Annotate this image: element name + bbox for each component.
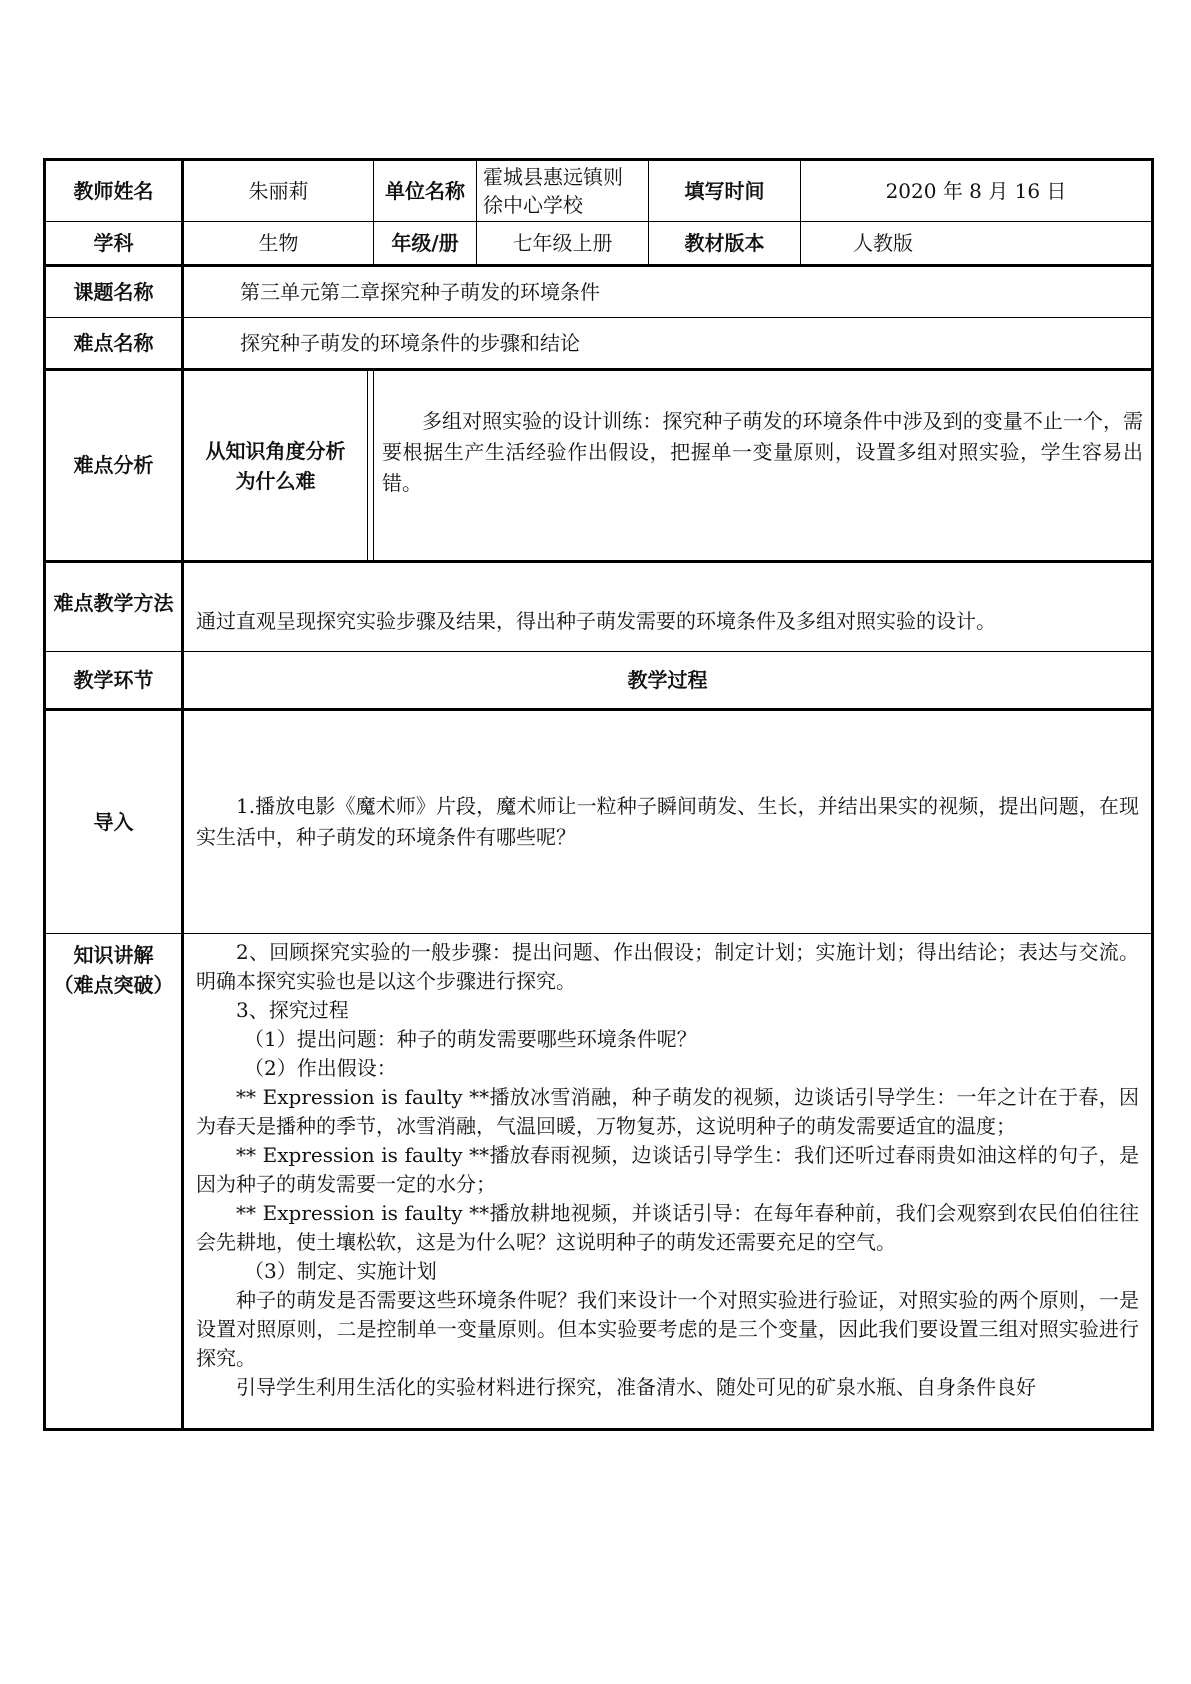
- intro-text-cell: [183, 710, 1153, 934]
- analysis-label: 难点分析: [45, 370, 183, 562]
- subject-value: 生物: [183, 222, 374, 266]
- explain-paragraph: 引导学生利用生活化的实验材料进行探究，准备清水、随处可见的矿泉水瓶、自身条件良好: [236, 1375, 1036, 1399]
- explain-paragraph: 3、探究过程: [236, 998, 349, 1022]
- analysis-text-cell: [374, 370, 1153, 562]
- edition-label: 教材版本: [649, 222, 801, 266]
- stage-label: 教学环节: [45, 652, 183, 710]
- intro-label: 导入: [45, 710, 183, 934]
- explain-label-line1: 知识讲解: [73, 943, 154, 967]
- teacher-label: 教师姓名: [45, 160, 183, 222]
- explain-paragraph: （3）制定、实施计划: [244, 1259, 437, 1283]
- explain-paragraph: （1）提出问题：种子的萌发需要哪些环境条件呢？: [244, 1027, 697, 1051]
- intro-text: 1.播放电影《魔术师》片段，魔术师让一粒种子瞬间萌发、生长，并结出果实的视频，提出问题，在现实生活中，种子萌发的环境条件有哪些呢？: [196, 794, 1139, 849]
- explain-paragraph: （2）作出假设：: [244, 1056, 397, 1080]
- explain-paragraph: 2、回顾探究实验的一般步骤：提出问题、作出假设；制定计划；实施计划；得出结论；表达与交流。明确本探究实验也是以这个步骤进行探究。: [196, 940, 1139, 993]
- date-label: 填写时间: [649, 160, 801, 222]
- grade-label: 年级/册: [374, 222, 477, 266]
- explain-content: [183, 934, 1153, 1430]
- date-value: 2020 年 8 月 16 日: [801, 160, 1153, 222]
- analysis-row: [45, 370, 1153, 562]
- explain-paragraph: ** Expression is faulty **播放春雨视频，边谈话引导学生：我们还听过春雨贵如油这样的句子，是因为种子的萌发需要一定的水分；: [196, 1143, 1139, 1196]
- subject-label: 学科: [45, 222, 183, 266]
- process-header-row: [45, 652, 1153, 710]
- method-label: 难点教学方法: [45, 562, 183, 652]
- lesson-plan-page: [43, 158, 1151, 1431]
- topic-label: 课题名称: [45, 266, 183, 318]
- explain-paragraph: ** Expression is faulty **播放耕地视频，并谈话引导：在每年春种前，我们会观察到农民伯伯往往会先耕地，使土壤松软，这是为什么呢？这说明种子的萌发还需要充足的空气。: [196, 1201, 1139, 1254]
- unit-label: 单位名称: [374, 160, 477, 222]
- topic-value: 第三单元第二章探究种子萌发的环境条件: [183, 266, 1153, 318]
- unit-value: 霍城县惠远镇则徐中心学校: [477, 160, 649, 222]
- difficulty-label: 难点名称: [45, 318, 183, 370]
- method-row: [45, 562, 1153, 652]
- explain-label: [45, 934, 183, 1430]
- process-label: 教学过程: [183, 652, 1153, 710]
- difficulty-value: 探究种子萌发的环境条件的步骤和结论: [183, 318, 1153, 370]
- edition-value: 人教版: [801, 222, 1153, 266]
- difficulty-row: [45, 318, 1153, 370]
- explain-row: [45, 934, 1153, 1430]
- header-row-2: [45, 222, 1153, 266]
- teacher-value: 朱丽莉: [183, 160, 374, 222]
- intro-row: [45, 710, 1153, 934]
- method-value: 通过直观呈现探究实验步骤及结果，得出种子萌发需要的环境条件及多组对照实验的设计。: [183, 562, 1153, 652]
- analysis-sub-label: 从知识角度分析为什么难: [183, 370, 368, 562]
- topic-row: [45, 266, 1153, 318]
- explain-paragraph: ** Expression is faulty **播放冰雪消融，种子萌发的视频，边谈话引导学生：一年之计在于春，因为春天是播种的季节，冰雪消融，气温回暖，万物复苏，这说明种子的萌发需要适宜的温度；: [196, 1085, 1139, 1138]
- explain-label-line2: （难点突破）: [53, 973, 174, 997]
- analysis-text: 多组对照实验的设计训练：探究种子萌发的环境条件中涉及到的变量不止一个，需要根据生产生活经验作出假设，把握单一变量原则，设置多组对照实验，学生容易出错。: [382, 409, 1143, 495]
- lesson-plan-table: [43, 158, 1154, 1431]
- grade-value: 七年级上册: [477, 222, 649, 266]
- header-row-1: [45, 160, 1153, 222]
- explain-paragraph: 种子的萌发是否需要这些环境条件呢？我们来设计一个对照实验进行验证，对照实验的两个原则，一是设置对照原则，二是控制单一变量原则。但本实验要考虑的是三个变量，因此我们要设置三组对照实验进行探究。: [196, 1288, 1139, 1370]
